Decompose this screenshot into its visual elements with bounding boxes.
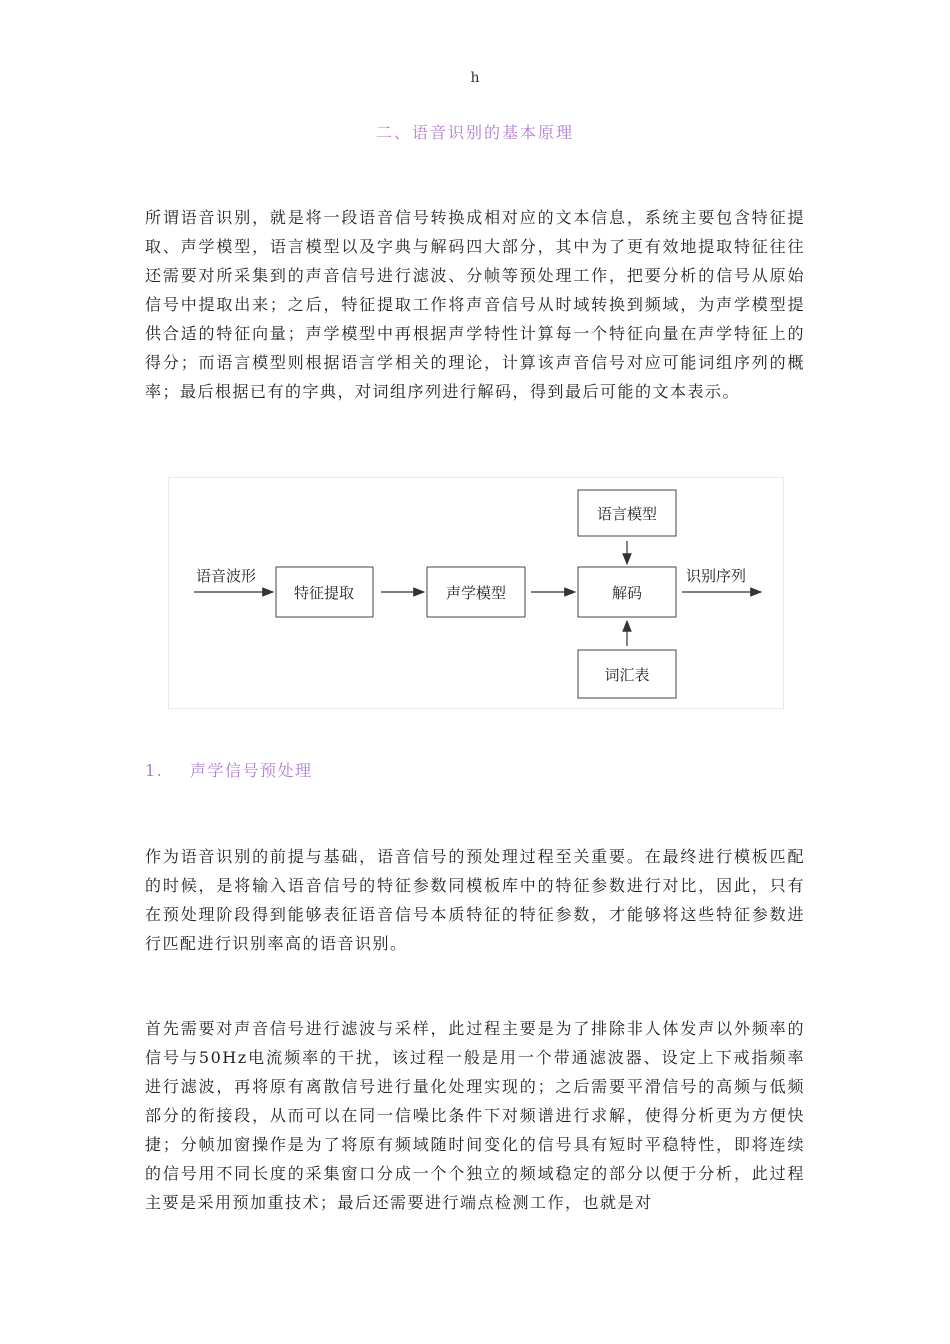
input-label: 语音波形 — [196, 567, 257, 585]
lexicon-label: 词汇表 — [604, 666, 650, 684]
decode-label: 解码 — [611, 584, 643, 602]
page-mark: h — [470, 70, 480, 86]
preprocess-paragraph-1: 作为语音识别的前提与基础，语音信号的预处理过程至关重要。在最终进行模板匹配的时候，是将输入语音信号的特征参数同模板库中的特征参数进行对比，因此，只有在预处理阶段得到能够表征语音信号本质特征的特征参数，才能够将这些特征参数进行匹配进行识别率高的语音识别。 — [145, 847, 805, 953]
speech-recognition-diagram — [168, 477, 784, 709]
language-model-label: 语言模型 — [596, 505, 658, 523]
subsection-heading — [145, 758, 313, 781]
output-label: 识别序列 — [686, 567, 747, 585]
section-title: 二、语音识别的基本原理 — [375, 123, 574, 142]
feature-extraction-label: 特征提取 — [293, 584, 355, 602]
subsection-title: 声学信号预处理 — [190, 761, 313, 780]
acoustic-model-label: 声学模型 — [445, 584, 507, 602]
subsection-number: 1. — [145, 761, 164, 780]
preprocess-paragraph-2: 首先需要对声音信号进行滤波与采样，此过程主要是为了排除非人体发声以外频率的信号与50Hz电流频率的干扰，该过程一般是用一个带通滤波器、设定上下戒指频率进行滤波，再将原有离散信号进行量化处理实现的；之后需要平滑信号的高频与低频部分的衔接段，从而可以在同一信噪比条件下对频谱进行求解，使得分析更为方便快捷；分帧加窗操作是为了将原有频域随时间变化的信号具有短时平稳特性，即将连续的信号用不同长度的采集窗口分成一个个独立的频域稳定的部分以便于分析，此过程主要是采用预加重技术；最后还需要进行端点检测工作，也就是对 — [145, 1019, 805, 1212]
diagram-svg — [169, 478, 783, 708]
intro-paragraph: 所谓语音识别，就是将一段语音信号转换成相对应的文本信息，系统主要包含特征提取、声学模型，语言模型以及字典与解码四大部分，其中为了更有效地提取特征往往还需要对所采集到的声音信号进行滤波、分帧等预处理工作，把要分析的信号从原始信号中提取出来；之后，特征提取工作将声音信号从时域转换到频域，为声学模型提供合适的特征向量；声学模型中再根据声学特性计算每一个特征向量在声学特征上的得分；而语言模型则根据语言学相关的理论，计算该声音信号对应可能词组序列的概率；最后根据已有的字典，对词组序列进行解码，得到最后可能的文本表示。 — [145, 208, 805, 401]
